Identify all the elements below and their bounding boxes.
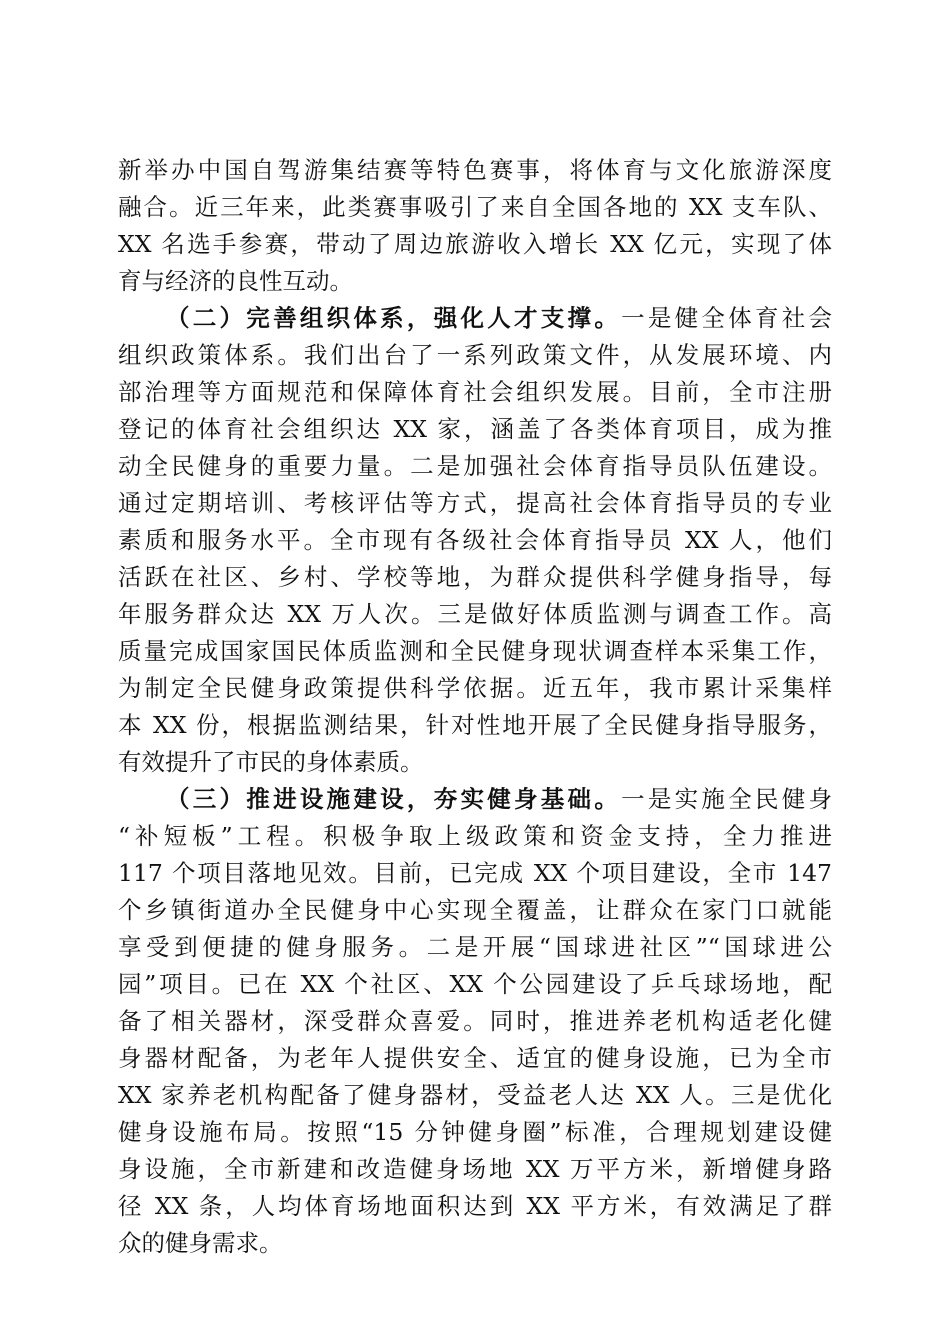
paragraph-line: 享受到便捷的健身服务。二是开展“国球进社区”“国球进公 xyxy=(118,933,832,961)
paragraph-line: 个乡镇街道办全民健身中心实现全覆盖，让群众在家门口就能 xyxy=(118,896,832,924)
paragraph-text: 一是实施全民健身 xyxy=(621,785,832,813)
paragraph-line: 117 个项目落地见效。目前，已完成 XX 个项目建设，全市 147 xyxy=(118,859,832,887)
paragraph-line: “补短板”工程。积极争取上级政策和资金支持，全力推进 xyxy=(118,822,832,850)
paragraph-line: 为制定全民健身政策提供科学依据。近五年，我市累计采集样 xyxy=(118,674,832,702)
section-two-heading: （二）完善组织体系，强化人才支撑。 xyxy=(166,304,622,332)
paragraph-text: 一是健全体育社会 xyxy=(621,304,832,332)
section-heading-line xyxy=(166,300,832,337)
paragraph-line: 融合。近三年来，此类赛事吸引了来自全国各地的 XX 支车队、 xyxy=(118,193,832,221)
paragraph-line: 新举办中国自驾游集结赛等特色赛事，将体育与文化旅游深度 xyxy=(118,156,832,184)
paragraph-line: 有效提升了市民的身体素质。 xyxy=(118,748,424,776)
section-heading-line xyxy=(166,781,832,818)
paragraph-line: 组织政策体系。我们出台了一系列政策文件，从发展环境、内 xyxy=(118,341,832,369)
paragraph-line: 活跃在社区、乡村、学校等地，为群众提供科学健身指导，每 xyxy=(118,563,832,591)
paragraph-line: 年服务群众达 XX 万人次。三是做好体质监测与调查工作。高 xyxy=(118,600,832,628)
paragraph-line: XX 家养老机构配备了健身器材，受益老人达 XX 人。三是优化 xyxy=(118,1081,832,1109)
paragraph-line: 本 XX 份，根据监测结果，针对性地开展了全民健身指导服务， xyxy=(118,711,832,739)
paragraph-line: 登记的体育社会组织达 XX 家，涵盖了各类体育项目，成为推 xyxy=(118,415,832,443)
paragraph-line: 径 XX 条，人均体育场地面积达到 XX 平方米，有效满足了群 xyxy=(118,1192,832,1220)
paragraph-line: 部治理等方面规范和保障体育社会组织发展。目前，全市注册 xyxy=(118,378,832,406)
paragraph-line: 通过定期培训、考核评估等方式，提高社会体育指导员的专业 xyxy=(118,489,832,517)
paragraph-line: 众的健身需求。 xyxy=(118,1229,283,1257)
paragraph-line: 备了相关器材，深受群众喜爱。同时，推进养老机构适老化健 xyxy=(118,1007,832,1035)
paragraph-line: XX 名选手参赛，带动了周边旅游收入增长 XX 亿元，实现了体 xyxy=(118,230,832,258)
paragraph-line: 育与经济的良性互动。 xyxy=(118,267,353,295)
paragraph-line: 健身设施布局。按照“15 分钟健身圈”标准，合理规划建设健 xyxy=(118,1118,832,1146)
section-three-heading: （三）推进设施建设，夯实健身基础。 xyxy=(166,785,622,813)
paragraph-line: 身器材配备，为老年人提供安全、适宜的健身设施，已为全市 xyxy=(118,1044,832,1072)
paragraph-line: 动全民健身的重要力量。二是加强社会体育指导员队伍建设。 xyxy=(118,452,832,480)
paragraph-line: 身设施，全市新建和改造健身场地 XX 万平方米，新增健身路 xyxy=(118,1155,832,1183)
paragraph-line: 素质和服务水平。全市现有各级社会体育指导员 XX 人，他们 xyxy=(118,526,832,554)
paragraph-line: 园”项目。已在 XX 个社区、XX 个公园建设了乒乓球场地，配 xyxy=(118,970,832,998)
paragraph-line: 质量完成国家国民体质监测和全民健身现状调查样本采集工作， xyxy=(118,637,832,665)
